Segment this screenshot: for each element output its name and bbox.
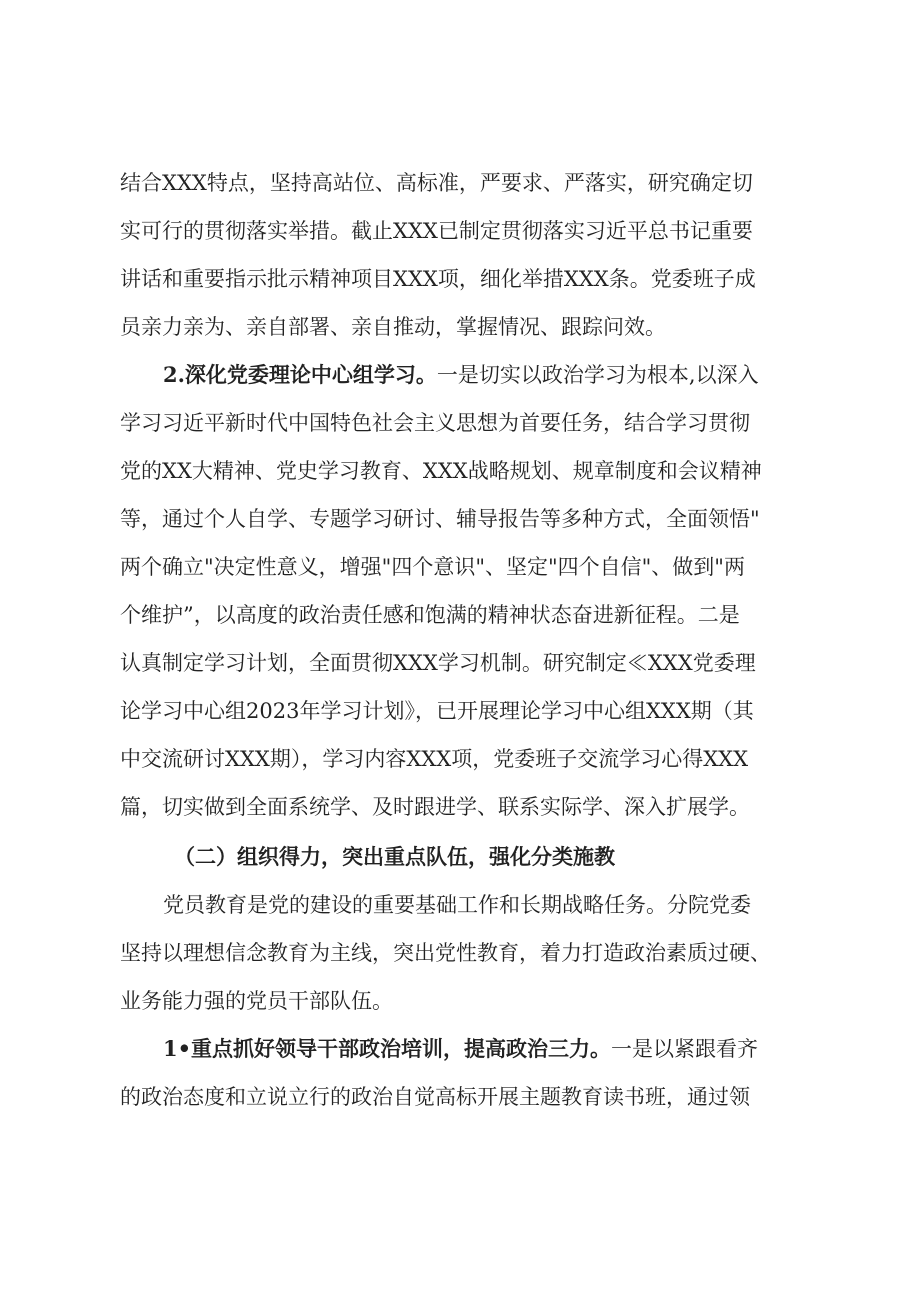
paragraph-line: 两个确立"决定性意义，增强"四个意识"、坚定"四个自信"、做到"两 (120, 555, 745, 579)
paragraph-line: 个维护”，以高度的政治责任感和饱满的精神状态奋进新征程。二是 (120, 603, 740, 627)
paragraph-line: 的政治态度和立说立行的政治自觉高标开展主题教育读书班，通过领 (120, 1085, 750, 1109)
paragraph-line: 员亲力亲为、亲自部署、亲自推动，掌握情况、跟踪问效。 (120, 315, 666, 339)
paragraph-line: 党员教育是党的建设的重要基础工作和长期战略任务。分院党委 (163, 893, 751, 917)
paragraph-line: 中交流研讨XXX期），学习内容XXX项，党委班子交流学习心得XXX (120, 747, 749, 771)
paragraph-line: 认真制定学习计划，全面贯彻XXX学习机制。研究制定≪XXX党委理 (120, 651, 756, 675)
paragraph-line: 等，通过个人自学、专题学习研讨、辅导报告等多种方式，全面领悟" (120, 507, 760, 531)
subsection-heading: 1•重点抓好领导干部政治培训，提高政治三力。 (163, 1036, 612, 1061)
paragraph-line: 讲话和重要指示批示精神项目XXX项，细化举措XXX条。党委班子成 (120, 267, 756, 291)
paragraph-line: 结合XXX特点，坚持高站位、高标准，严要求、严落实，研究确定切 (120, 171, 753, 195)
paragraph-line: 业务能力强的党员干部队伍。 (120, 989, 393, 1013)
paragraph-line: 党的XX大精神、党史学习教育、XXX战略规划、规章制度和会议精神 (120, 459, 762, 483)
paragraph-text: 一是切实以政治学习为根本,以深入 (436, 363, 759, 387)
paragraph-text: 一是以紧跟看齐 (611, 1037, 759, 1061)
subsection-line (163, 1034, 920, 1064)
subsection-line (163, 360, 920, 390)
subsection-heading: 2.深化党委理论中心组学习。 (163, 362, 437, 387)
paragraph-line: 实可行的贯彻落实举措。截止XXX已制定贯彻落实习近平总书记重要 (120, 219, 753, 243)
paragraph-line: 学习习近平新时代中国特色社会主义思想为首要任务，结合学习贯彻 (120, 411, 750, 435)
paragraph-line: 论学习中心组2023年学习计划》，已开展理论学习中心组XXX期（其 (120, 699, 754, 723)
paragraph-line: 篇，切实做到全面系统学、及时跟进学、联系实际学、深入扩展学。 (120, 795, 750, 819)
paragraph-line: 坚持以理想信念教育为主线，突出党性教育，着力打造政治素质过硬、 (120, 941, 771, 965)
section-heading: （二）组织得力，突出重点队伍，强化分类施教 (174, 844, 615, 869)
